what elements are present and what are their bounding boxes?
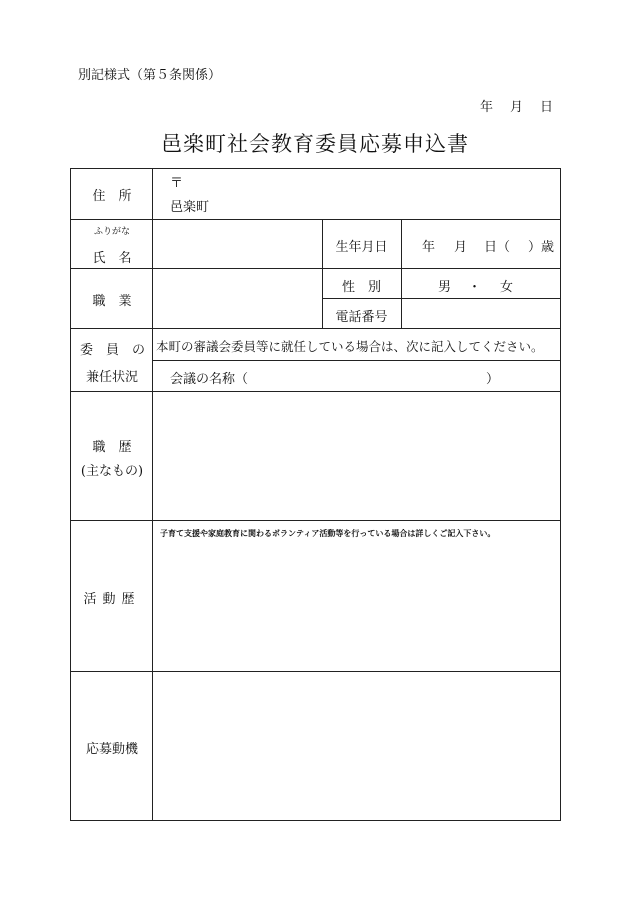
career-sublabel: (主なもの): [80, 464, 144, 479]
row-divider-concurrent-note: [152, 360, 561, 361]
gender-male-option[interactable]: 男: [438, 280, 452, 295]
concurrent-label-line1: 委 員 の: [80, 343, 146, 358]
age-unit: ）歳: [528, 240, 555, 255]
motive-label: 応募動機: [85, 742, 138, 757]
gender-separator: ・: [468, 280, 482, 295]
address-field[interactable]: [153, 169, 560, 219]
birth-month-unit: 月: [454, 240, 468, 255]
name-field[interactable]: [153, 220, 322, 268]
birth-day-unit: 日（: [484, 240, 511, 255]
occupation-field[interactable]: [153, 269, 322, 328]
motive-field[interactable]: [153, 672, 560, 820]
concurrent-note: 本町の審議会委員等に就任している場合は、次に記入してください。: [156, 339, 544, 354]
gender-label: 性 別: [341, 280, 381, 295]
occupation-label: 職 業: [92, 294, 132, 309]
date-year: 年: [480, 100, 494, 115]
meeting-name-field[interactable]: [244, 362, 484, 390]
table-bottom-border: [70, 820, 561, 821]
meeting-name-label: 会議の名称（: [170, 372, 249, 387]
activity-label: 活動歴: [83, 592, 141, 607]
concurrent-label-line2: 兼任状況: [85, 370, 138, 385]
row-divider-career: [70, 520, 561, 521]
birth-year-unit: 年: [422, 240, 436, 255]
furigana-label: ふりがな: [94, 227, 131, 237]
phone-label: 電話番号: [335, 310, 388, 325]
address-town: 邑楽町: [170, 200, 210, 215]
page-title: 邑楽町社会教育委員応募申込書: [161, 132, 469, 156]
career-label: 職 歴: [92, 440, 132, 455]
phone-field[interactable]: [402, 299, 560, 328]
birthdate-field[interactable]: [402, 220, 560, 268]
career-field[interactable]: [153, 392, 560, 520]
row-divider-occupation: [70, 328, 561, 329]
meeting-name-close: ）: [486, 372, 500, 387]
activity-field[interactable]: [153, 544, 560, 671]
postal-mark: 〒: [170, 176, 184, 191]
gender-female-option[interactable]: 女: [500, 280, 514, 295]
activity-note: 子育て支援や家庭教育に関わるボランティア活動等を行っている場合は詳しくご記入下さい。: [160, 529, 496, 538]
form-label: 別記様式（第５条関係）: [78, 68, 222, 83]
table-left-border: [70, 168, 71, 820]
address-label: 住 所: [92, 189, 132, 204]
birthdate-label: 生年月日: [335, 240, 388, 255]
date-month: 月: [510, 100, 524, 115]
date-day: 日: [540, 100, 554, 115]
table-right-border: [560, 168, 561, 820]
name-label: 氏 名: [92, 251, 132, 266]
